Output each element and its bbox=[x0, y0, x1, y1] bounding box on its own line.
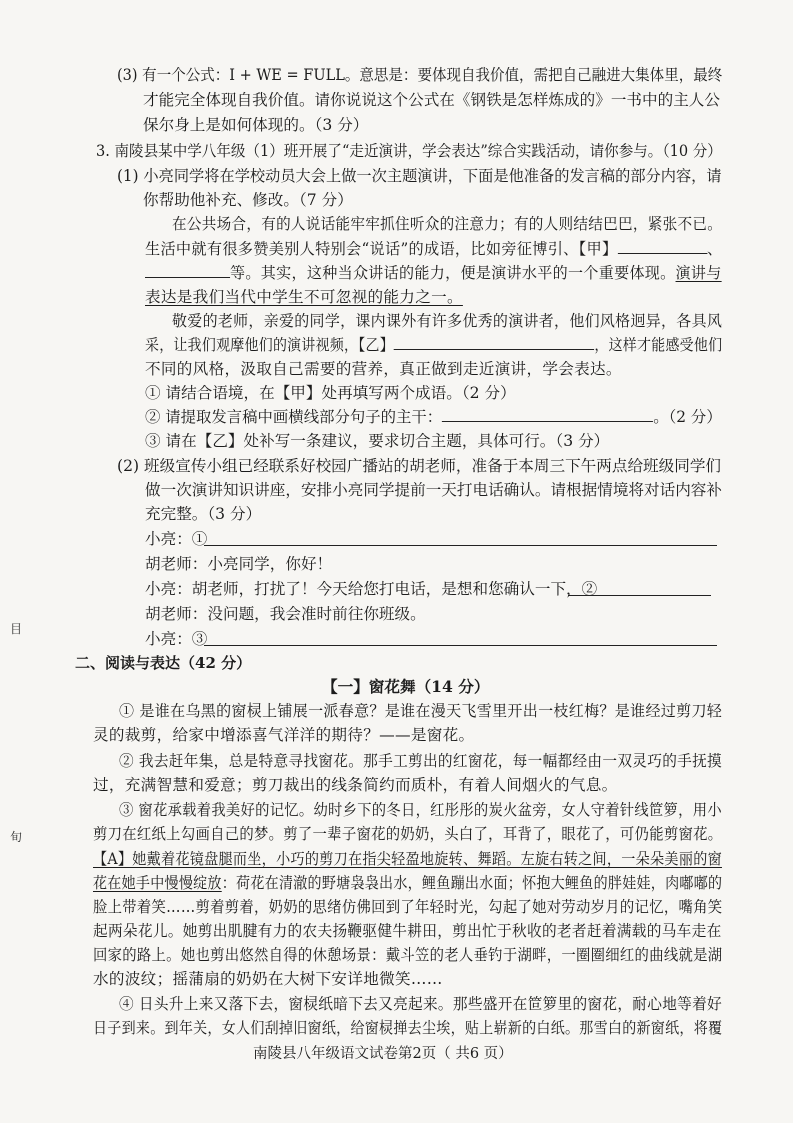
question-text: 做一次演讲知识讲座，安排小亮同学提前一天打电话确认。请根据情境将对话内容补 bbox=[145, 481, 722, 499]
answer-line-1[interactable] bbox=[204, 545, 717, 546]
passage-paragraph: 过，充满智慧和爱意；剪刀裁出的线条简约而质朴，有着人间烟火的气息。 bbox=[93, 776, 618, 794]
page-footer: 南陵县八年级语文试卷第2页（ 共6 页） bbox=[253, 1046, 513, 1062]
sub-question bbox=[145, 406, 722, 428]
dialogue-line: 小亮：③ bbox=[145, 630, 208, 648]
answer-line-3[interactable] bbox=[204, 645, 717, 646]
answer-blank-jia-2[interactable] bbox=[145, 262, 230, 278]
speech-text-segment: 、 bbox=[706, 240, 723, 258]
margin-mark: 旬 bbox=[10, 830, 23, 844]
dialogue-line: 胡老师：没问题，我会准时前往你班级。 bbox=[145, 605, 426, 623]
question-text: 你帮助他补充、修改。（7 分） bbox=[143, 191, 353, 209]
question-text: (2) 班级宣传小组已经联系好校园广播站的胡老师，准备于本周三下午两点给班级同学们 bbox=[117, 457, 722, 475]
underlined-sentence: 演讲与 bbox=[675, 264, 722, 282]
passage-paragraph bbox=[93, 872, 722, 894]
speech-text: 不同的风格，汲取自己需要的营养，真正做到走近演讲，学会表达。 bbox=[145, 360, 622, 378]
dialogue-line: 小亮：胡老师，打扰了！今天给您打电话，是想和您确认一下，② bbox=[145, 580, 598, 598]
passage-title: 【一】窗花舞（14 分） bbox=[322, 677, 490, 696]
passage-paragraph: ③ 窗花承载着我美好的记忆。幼时乡下的冬日，红彤彤的炭火盆旁，女人守着针线笸箩，用小 bbox=[119, 801, 722, 819]
speech-text-segment: ，这样才能感受他们 bbox=[594, 336, 723, 354]
passage-paragraph: ② 我去赶年集，总是特意寻找窗花。那手工剪出的红窗花，每一幅都经由一双灵巧的手抚摸 bbox=[119, 752, 723, 770]
speech-text bbox=[145, 262, 722, 284]
passage-text-segment: ：荷花在清澈的野塘袅袅出水，鲤鱼蹦出水面；怀抱大鲤鱼的胖娃娃，肉嘟嘟的 bbox=[221, 874, 723, 892]
speech-text-segment: 生活中就有很多赞美别人特别会“说话”的成语，比如旁征博引、【甲】 bbox=[145, 240, 618, 258]
answer-line-2[interactable] bbox=[568, 595, 711, 596]
passage-paragraph: 剪刀在红纸上勾画自己的梦。剪了一辈子窗花的奶奶，头白了，耳背了，眼花了，可仍能剪窗花。 bbox=[93, 825, 723, 843]
speech-text-segment: 等。其实，这种当众讲话的能力，便是演讲水平的一个重要体现。 bbox=[230, 264, 676, 282]
passage-paragraph: 起两朵花儿。她剪出肌腱有力的农夫扬鞭驱健牛耕田，剪出忙于秋收的老者赶着满载的马车走在 bbox=[93, 922, 722, 940]
underlined-passage-a: 【A】她戴着花镜盘腿而坐，小巧的剪刀在指尖轻盈地旋转、舞蹈。左旋右转之间，一朵朵美丽的窗 bbox=[93, 850, 722, 868]
passage-paragraph: 回家的路上。她也剪出悠然自得的休憩场景：戴斗笠的老人垂钓于湖畔，一圈圈细红的曲线就是湖 bbox=[93, 946, 723, 964]
question-heading: 3. 南陵县某中学八年级（1）班开展了“走近演讲，学会表达”综合实践活动，请你参与。（10 分） bbox=[96, 142, 722, 160]
answer-blank-jia-1[interactable] bbox=[617, 238, 707, 254]
passage-paragraph: 脸上带着笑……剪着剪着，奶奶的思绪仿佛回到了年轻时光，勾起了她对劳动岁月的记忆，嘴角笑 bbox=[93, 898, 723, 916]
sub-question-text: 。（2 分） bbox=[653, 408, 722, 426]
margin-mark: 目 bbox=[10, 622, 23, 636]
passage-paragraph: 灵的裁剪，给家中增添喜气洋洋的期待？——是窗花。 bbox=[93, 726, 475, 744]
sub-question: ③ 请在【乙】处补写一条建议，要求切合主题，具体可行。（3 分） bbox=[145, 432, 610, 450]
speech-text bbox=[145, 238, 722, 260]
speech-text-segment: 采，让我们观摩他们的演讲视频，【乙】 bbox=[145, 336, 394, 354]
question-text: 保尔身上是如何体现的。（3 分） bbox=[143, 116, 369, 134]
dialogue-line: 小亮：① bbox=[145, 530, 208, 548]
answer-blank-main-clause[interactable] bbox=[442, 406, 653, 422]
speech-text: 敬爱的老师，亲爱的同学，课内课外有许多优秀的演讲者，他们风格迥异，各具风 bbox=[172, 312, 723, 330]
speech-text bbox=[145, 286, 463, 308]
speech-text bbox=[145, 334, 722, 356]
sub-question-text: ② 请提取发言稿中画横线部分句子的主干： bbox=[145, 408, 443, 426]
question-text: 才能完全体现自我价值。请你说说这个公式在《钢铁是怎样炼成的》一书中的主人公 bbox=[143, 91, 720, 109]
passage-paragraph: 水的波纹；摇蒲扇的奶奶在大树下安详地微笑…… bbox=[93, 970, 443, 988]
question-text: (1) 小亮同学将在学校动员大会上做一次主题演讲，下面是他准备的发言稿的部分内容，请 bbox=[117, 167, 722, 185]
dialogue-line: 胡老师：小亮同学，你好！ bbox=[145, 555, 333, 573]
question-text: 充完整。（3 分） bbox=[145, 505, 262, 523]
underlined-sentence: 表达是我们当代中学生不可忽视的能力之一。 bbox=[145, 288, 463, 306]
passage-paragraph: ④ 日头升上来又落下去，窗棂纸暗下去又亮起来。那些盛开在笸箩里的窗花，耐心地等着好 bbox=[119, 995, 723, 1013]
sub-question: ① 请结合语境，在【甲】处再填写两个成语。（2 分） bbox=[145, 384, 516, 402]
passage-paragraph: 日子到来。到年关，女人们刮掉旧窗纸，给窗棂掸去尘埃，贴上崭新的白纸。那雪白的新窗纸，将覆 bbox=[93, 1019, 723, 1037]
answer-blank-yi[interactable] bbox=[394, 334, 594, 350]
underlined-passage-a-end: 花在她手中慢慢绽放 bbox=[93, 874, 222, 892]
section-heading: 二、阅读与表达（42 分） bbox=[75, 654, 252, 672]
speech-text: 在公共场合，有的人说话能牢牢抓住听众的注意力；有的人则结结巴巴，紧张不已。 bbox=[172, 215, 723, 233]
passage-paragraph: ① 是谁在乌黑的窗棂上铺展一派春意？是谁在漫天飞雪里开出一枝红梅？是谁经过剪刀轻 bbox=[119, 702, 723, 720]
question-text: (3) 有一个公式：I + WE = FULL。意思是：要体现自我价值，需把自己融进大集体里，最终 bbox=[117, 66, 723, 84]
